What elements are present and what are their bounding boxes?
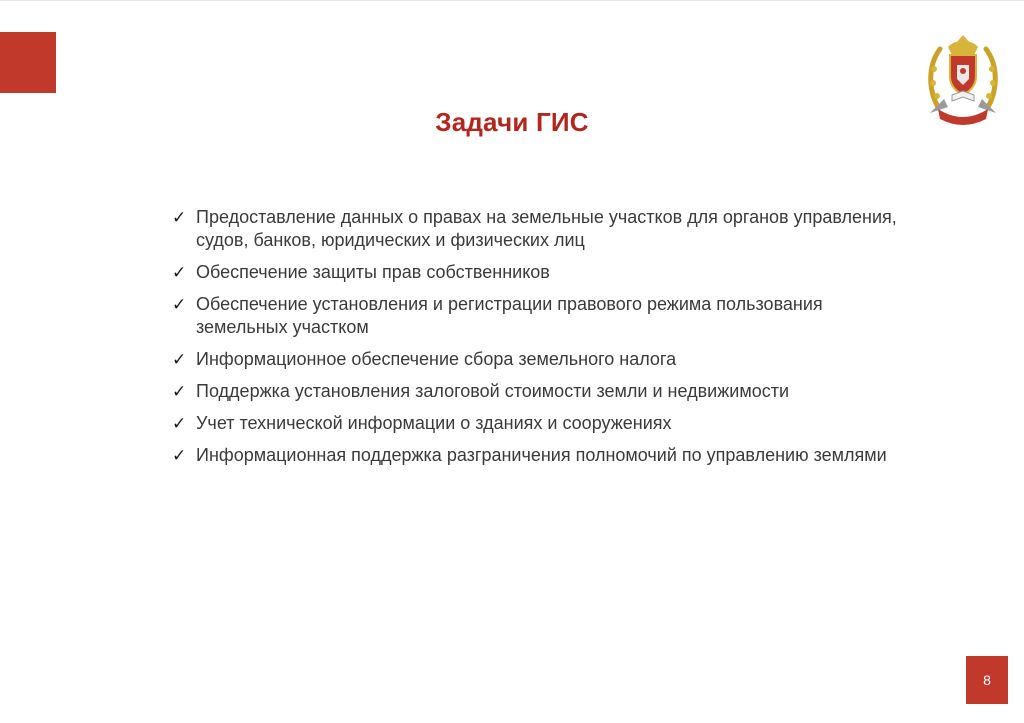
accent-square <box>0 32 56 93</box>
list-item-text: Поддержка установления залоговой стоимости земли и недвижимости <box>196 381 789 401</box>
list-item-text: Информационное обеспечение сбора земельного налога <box>196 349 677 369</box>
list-item-text: Обеспечение защиты прав собственников <box>196 262 550 282</box>
checkmark-icon: ✓ <box>172 208 187 227</box>
list-item <box>172 206 912 252</box>
list-item <box>172 293 912 339</box>
ranepa-emblem-icon <box>924 29 1002 129</box>
checkmark-icon: ✓ <box>172 382 187 401</box>
checkmark-icon: ✓ <box>172 414 187 433</box>
page-number-badge <box>966 656 1008 704</box>
checkmark-icon: ✓ <box>172 295 187 314</box>
list-item <box>172 412 912 435</box>
checkmark-icon: ✓ <box>172 263 187 282</box>
list-item <box>172 380 912 403</box>
task-list <box>172 206 912 476</box>
slide-title: Задачи ГИС <box>435 107 589 137</box>
page-number: 8 <box>983 672 991 688</box>
list-item-text: Обеспечение установления и регистрации правового режима пользования земельных участком <box>196 294 823 337</box>
list-item-text: Учет технической информации о зданиях и сооружениях <box>196 413 672 433</box>
list-item-text: Информационная поддержка разграничения полномочий по управлению землями <box>196 445 887 465</box>
checkmark-icon: ✓ <box>172 350 187 369</box>
list-item <box>172 348 912 371</box>
list-item <box>172 261 912 284</box>
list-item <box>172 444 912 467</box>
list-item-text: Предоставление данных о правах на земельные участков для органов управления, судов, банков, юридических и физических лиц <box>196 207 897 250</box>
checkmark-icon: ✓ <box>172 446 187 465</box>
